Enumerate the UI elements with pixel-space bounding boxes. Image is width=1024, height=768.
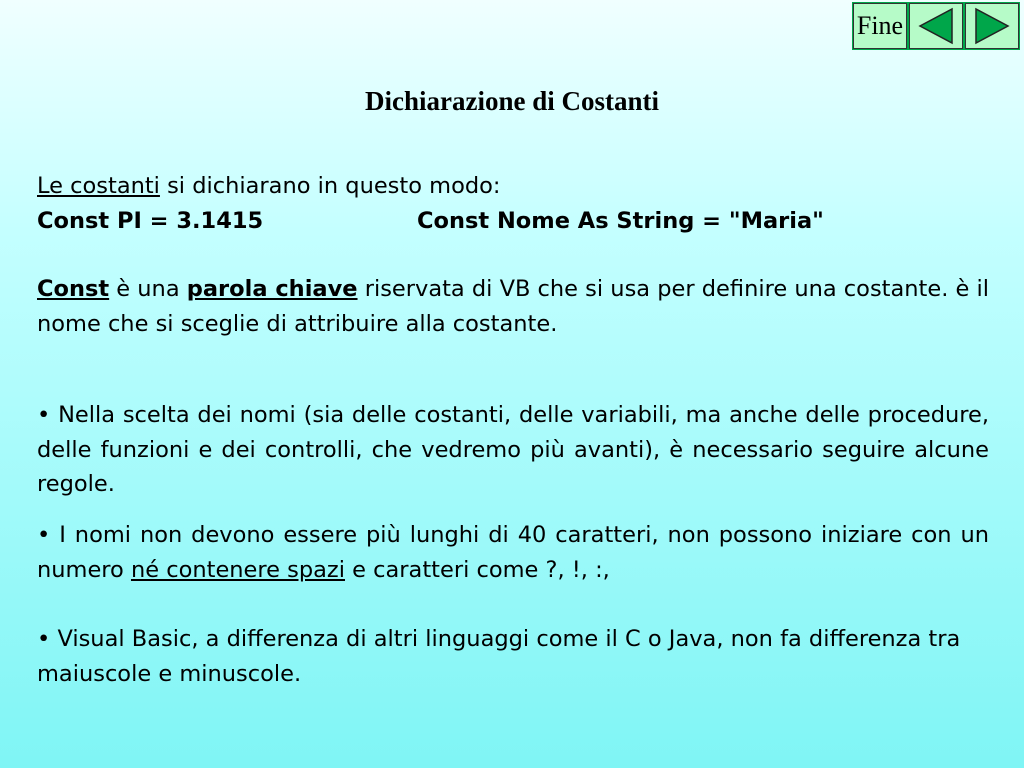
examples-line [37,204,989,239]
slide-title: Dichiarazione di Costanti [365,86,659,116]
definition-paragraph [37,272,989,341]
bullet-2-text-a: I nomi non devono essere più lunghi di 40 caratteri, non possono iniziare con un numero [37,522,989,583]
bullet-dot: • [37,522,51,548]
triangle-right-icon [972,7,1012,45]
bullet-1-text: Nella scelta dei nomi (sia delle costanti, delle variabili, ma anche delle procedure, delle funzioni e dei controlli, che vedremo più avanti), è necessario seguire alcune regole. [37,402,989,497]
intro-line [37,169,989,204]
definition-text-2: riservata di VB che si usa per definire una costante. è il nome che si sceglie di attribuire alla costante. [37,276,990,337]
example-pi: Const PI = 3.1415 [37,207,264,234]
bullet-2 [37,518,989,587]
bullet-2-text-b: e caratteri come ?, !, :, [345,556,610,583]
term-costanti: Le costanti [37,173,160,199]
bullet-1 [37,398,989,502]
bullet-3 [37,622,989,691]
bullet-dot: • [37,626,51,652]
intro-text: si dichiarano in questo modo: [159,173,501,199]
keyword-const: Const [37,276,110,302]
fine-label: Fine [856,11,904,40]
bullet-dot: • [37,402,51,428]
definition-text-1: è una [109,276,187,302]
bullet-2-underlined: né contenere spazi [130,556,345,583]
triangle-left-icon [916,7,956,45]
fine-button[interactable] [853,3,907,49]
slide-navigation [852,2,1020,50]
definition-block [37,272,989,341]
previous-slide-button[interactable] [909,3,963,49]
bullet-3-text: Visual Basic, a differenza di altri linguaggi come il C o Java, non fa differenza tra maiuscole e minuscole. [37,626,961,687]
example-nome: Const Nome As String = "Maria" [417,207,824,234]
next-slide-button[interactable] [965,3,1019,49]
intro-block [37,169,989,238]
keyword-parola-chiave: parola chiave [186,276,358,302]
